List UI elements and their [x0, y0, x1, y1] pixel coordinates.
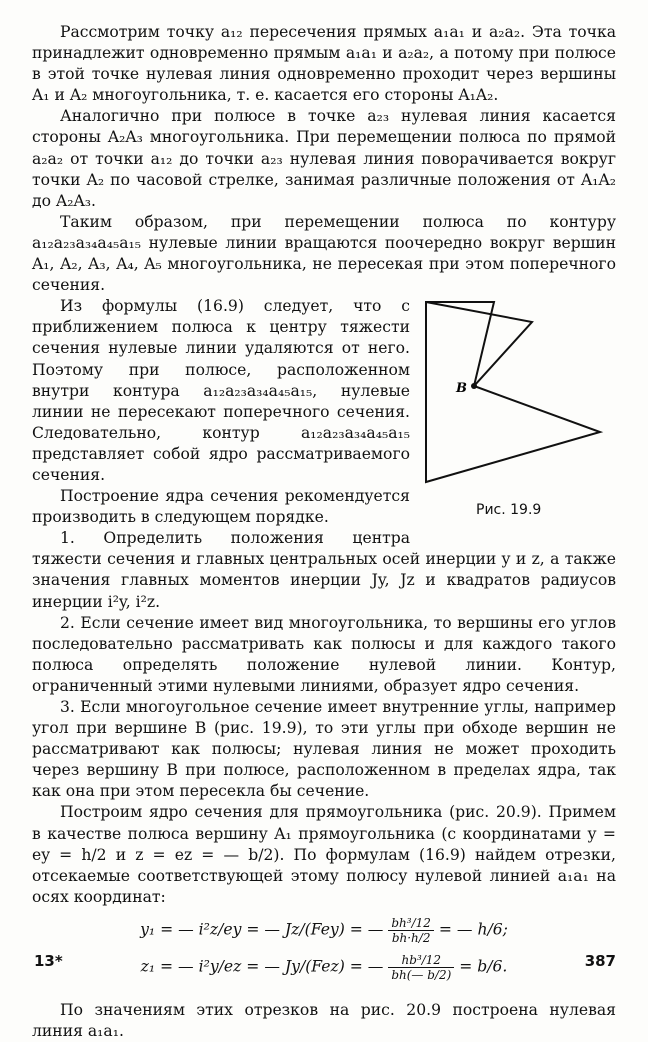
- paragraph-8: 3. Если многоугольное сечение имеет внутренние углы, например угол при вершине B (рис. 19.9), то эти углы при обходе вершин не рассматривают как полюсы; нулевая линия не может проходить через вершину B при полюсе, расположенном в пределах ядра, так как она при этом пересекла бы сечение.: [32, 698, 616, 801]
- page-footer: [34, 952, 616, 970]
- paragraph-4: Из формулы (16.9) следует, что с приближением полюса к центру тяжести сечения нулевые линии удаляются от него. Поэтому при полюсе, расположенном внутри контура a₁₂a₂₃a₃₄a₄₅a₁₅, нулевые линии не пересекают поперечного сечения. Следовательно, контур a₁₂a₂₃a₃₄a₄₅a₁₅ представляет собой ядро рассматриваемого сечения.: [32, 297, 410, 484]
- paragraph-2: Аналогично при полюсе в точке a₂₃ нулевая линия касается стороны A₂A₃ многоугольника. При перемещении полюса по прямой a₂a₂ от точки a₁₂ до точки a₂₃ нулевая линия поворачивается вокруг точки A₂ по часовой стрелке, занимая различные положения от A₁A₂ до A₂A₃.: [32, 107, 616, 210]
- figure-caption: Рис. 19.9: [476, 502, 542, 519]
- page-number: 387: [584, 952, 616, 970]
- paragraph-9: Построим ядро сечения для прямоугольника (рис. 20.9). Примем в качестве полюса вершину A₁ прямоугольника (с координатами y = ey = h/2 и z = ez = — b/2). По формулам (16.9) найдем отрезки, отсекаемые соответствующей этому полюсу нулевой линией a₁a₁ на осях координат:: [32, 803, 616, 906]
- page-body: [32, 22, 616, 1042]
- formula-y1-numerator: bh³/12: [388, 916, 434, 931]
- paragraph-6: 1. Определить положения центра тяжести сечения и главных центральных осей инерции y и z, а также значения главных моментов инерции Jy, Jz и квадратов радиусов инерции i²y, i²z.: [32, 529, 616, 611]
- paragraph-10: По значениям этих отрезков на рис. 20.9 построена нулевая линия a₁a₁.: [32, 1000, 616, 1041]
- formula-y1-fraction: [388, 916, 434, 945]
- section-notch: [426, 302, 532, 386]
- formula-z1-numerator: hb³/12: [388, 953, 454, 968]
- formula-y1-denominator: bh·h/2: [391, 930, 431, 945]
- paragraph-1: Рассмотрим точку a₁₂ пересечения прямых a₁a₁ и a₂a₂. Эта точка принадлежит одновременно прямым a₁a₁ и a₂a₂, а потому при полюсе в этой точке нулевая линия одновременно проходит через вершины A₁ и A₂ многоугольника, т. е. касается его стороны A₁A₂.: [32, 23, 616, 105]
- vertex-b-dot: [471, 383, 477, 389]
- vertex-b-label: B: [456, 381, 467, 397]
- formula-y1-right: = — h/6;: [438, 920, 508, 939]
- formula-z1-right: = b/6.: [459, 957, 508, 976]
- paragraph-3: Таким образом, при перемещении полюса по контуру a₁₂a₂₃a₃₄a₄₅a₁₅ нулевые линии вращаются поочередно вокруг вершин A₁, A₂, A₃, A₄, A₅ многоугольника, не пересекая при этом поперечного сечения.: [32, 212, 616, 295]
- figure-19-9: [424, 300, 620, 542]
- formula-z1-left: z₁ = — i²y/ez = — Jy/(Fez) = —: [140, 957, 384, 976]
- section-outline: [426, 302, 600, 482]
- paragraph-5: Построение ядра сечения рекомендуется производить в следующем порядке.: [32, 487, 410, 527]
- polygon-figure: [424, 300, 620, 500]
- formula-z1-denominator: bh(— b/2): [391, 967, 452, 982]
- formula-y1-left: y₁ = — i²z/ey = — Jz/(Fey) = —: [140, 920, 384, 939]
- formula-y1: [32, 916, 616, 945]
- signature-mark: 13*: [34, 952, 63, 970]
- paragraph-7: 2. Если сечение имеет вид многоугольника, то вершины его углов последовательно рассматривать как полюсы и для каждого такого полюса определять положение нулевой линии. Контур, ограниченный этими нулевыми линиями, образует ядро сечения.: [32, 613, 616, 695]
